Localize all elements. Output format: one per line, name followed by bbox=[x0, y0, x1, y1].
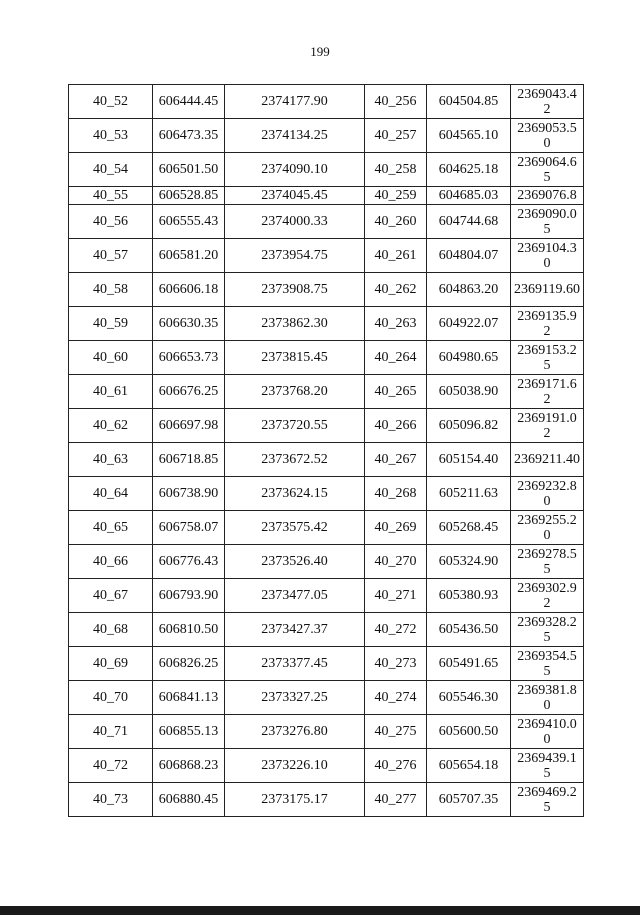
point-id-left: 40_70 bbox=[69, 681, 153, 715]
table-row bbox=[69, 205, 584, 239]
table-row bbox=[69, 647, 584, 681]
point-id-right: 40_260 bbox=[365, 205, 427, 239]
table-row bbox=[69, 545, 584, 579]
point-id-right: 40_259 bbox=[365, 187, 427, 205]
point-id-right: 40_267 bbox=[365, 443, 427, 477]
y-coordinate-left: 2373377.45 bbox=[225, 647, 365, 681]
table-row bbox=[69, 613, 584, 647]
point-id-left: 40_65 bbox=[69, 511, 153, 545]
y-coordinate-left: 2373720.55 bbox=[225, 409, 365, 443]
coordinates-table-body bbox=[69, 85, 584, 817]
y-coordinate-left: 2373815.45 bbox=[225, 341, 365, 375]
point-id-left: 40_62 bbox=[69, 409, 153, 443]
point-id-left: 40_53 bbox=[69, 119, 153, 153]
table-row bbox=[69, 681, 584, 715]
table-row bbox=[69, 783, 584, 817]
x-coordinate-right: 604504.85 bbox=[427, 85, 511, 119]
table-row bbox=[69, 409, 584, 443]
y-coordinate-right: 2369439.15 bbox=[511, 749, 584, 783]
table-row bbox=[69, 153, 584, 187]
y-coordinate-left: 2373226.10 bbox=[225, 749, 365, 783]
table-row bbox=[69, 187, 584, 205]
y-coordinate-right: 2369381.80 bbox=[511, 681, 584, 715]
x-coordinate-right: 604565.10 bbox=[427, 119, 511, 153]
y-coordinate-left: 2373327.25 bbox=[225, 681, 365, 715]
y-coordinate-left: 2373575.42 bbox=[225, 511, 365, 545]
table-row bbox=[69, 341, 584, 375]
point-id-right: 40_272 bbox=[365, 613, 427, 647]
table-row bbox=[69, 579, 584, 613]
y-coordinate-left: 2373526.40 bbox=[225, 545, 365, 579]
y-coordinate-left: 2374177.90 bbox=[225, 85, 365, 119]
point-id-left: 40_71 bbox=[69, 715, 153, 749]
table-row bbox=[69, 749, 584, 783]
y-coordinate-right: 2369076.8 bbox=[511, 187, 584, 205]
x-coordinate-right: 604685.03 bbox=[427, 187, 511, 205]
x-coordinate-right: 605096.82 bbox=[427, 409, 511, 443]
x-coordinate-right: 605324.90 bbox=[427, 545, 511, 579]
point-id-right: 40_271 bbox=[365, 579, 427, 613]
point-id-right: 40_261 bbox=[365, 239, 427, 273]
point-id-right: 40_270 bbox=[365, 545, 427, 579]
x-coordinate-right: 605268.45 bbox=[427, 511, 511, 545]
point-id-left: 40_52 bbox=[69, 85, 153, 119]
y-coordinate-left: 2374000.33 bbox=[225, 205, 365, 239]
y-coordinate-right: 2369302.92 bbox=[511, 579, 584, 613]
x-coordinate-right: 604744.68 bbox=[427, 205, 511, 239]
x-coordinate-right: 604804.07 bbox=[427, 239, 511, 273]
point-id-right: 40_266 bbox=[365, 409, 427, 443]
y-coordinate-right: 2369153.25 bbox=[511, 341, 584, 375]
point-id-left: 40_67 bbox=[69, 579, 153, 613]
table-row bbox=[69, 119, 584, 153]
y-coordinate-left: 2373908.75 bbox=[225, 273, 365, 307]
point-id-right: 40_268 bbox=[365, 477, 427, 511]
y-coordinate-left: 2373427.37 bbox=[225, 613, 365, 647]
x-coordinate-right: 604922.07 bbox=[427, 307, 511, 341]
point-id-right: 40_275 bbox=[365, 715, 427, 749]
table-row bbox=[69, 443, 584, 477]
x-coordinate-left: 606653.73 bbox=[153, 341, 225, 375]
y-coordinate-right: 2369255.20 bbox=[511, 511, 584, 545]
x-coordinate-left: 606776.43 bbox=[153, 545, 225, 579]
table-row bbox=[69, 511, 584, 545]
x-coordinate-left: 606841.13 bbox=[153, 681, 225, 715]
point-id-right: 40_269 bbox=[365, 511, 427, 545]
y-coordinate-right: 2369469.25 bbox=[511, 783, 584, 817]
x-coordinate-left: 606581.20 bbox=[153, 239, 225, 273]
table-row bbox=[69, 273, 584, 307]
x-coordinate-right: 605546.30 bbox=[427, 681, 511, 715]
x-coordinate-right: 605436.50 bbox=[427, 613, 511, 647]
coordinates-table bbox=[68, 84, 584, 817]
x-coordinate-right: 605491.65 bbox=[427, 647, 511, 681]
point-id-left: 40_68 bbox=[69, 613, 153, 647]
y-coordinate-left: 2373862.30 bbox=[225, 307, 365, 341]
point-id-right: 40_264 bbox=[365, 341, 427, 375]
point-id-left: 40_57 bbox=[69, 239, 153, 273]
x-coordinate-left: 606676.25 bbox=[153, 375, 225, 409]
x-coordinate-left: 606606.18 bbox=[153, 273, 225, 307]
y-coordinate-right: 2369232.80 bbox=[511, 477, 584, 511]
y-coordinate-left: 2373624.15 bbox=[225, 477, 365, 511]
y-coordinate-left: 2374134.25 bbox=[225, 119, 365, 153]
y-coordinate-right: 2369119.60 bbox=[511, 273, 584, 307]
x-coordinate-right: 605154.40 bbox=[427, 443, 511, 477]
point-id-right: 40_274 bbox=[365, 681, 427, 715]
x-coordinate-left: 606826.25 bbox=[153, 647, 225, 681]
point-id-right: 40_276 bbox=[365, 749, 427, 783]
table-row bbox=[69, 239, 584, 273]
point-id-right: 40_256 bbox=[365, 85, 427, 119]
y-coordinate-right: 2369278.55 bbox=[511, 545, 584, 579]
point-id-left: 40_66 bbox=[69, 545, 153, 579]
x-coordinate-left: 606501.50 bbox=[153, 153, 225, 187]
point-id-right: 40_262 bbox=[365, 273, 427, 307]
table-row bbox=[69, 715, 584, 749]
x-coordinate-left: 606630.35 bbox=[153, 307, 225, 341]
point-id-left: 40_55 bbox=[69, 187, 153, 205]
point-id-right: 40_277 bbox=[365, 783, 427, 817]
point-id-right: 40_273 bbox=[365, 647, 427, 681]
table-row bbox=[69, 85, 584, 119]
point-id-left: 40_59 bbox=[69, 307, 153, 341]
y-coordinate-left: 2374090.10 bbox=[225, 153, 365, 187]
y-coordinate-right: 2369053.50 bbox=[511, 119, 584, 153]
point-id-left: 40_72 bbox=[69, 749, 153, 783]
point-id-left: 40_60 bbox=[69, 341, 153, 375]
point-id-left: 40_69 bbox=[69, 647, 153, 681]
point-id-right: 40_258 bbox=[365, 153, 427, 187]
x-coordinate-left: 606444.45 bbox=[153, 85, 225, 119]
y-coordinate-right: 2369064.65 bbox=[511, 153, 584, 187]
point-id-right: 40_257 bbox=[365, 119, 427, 153]
x-coordinate-right: 605211.63 bbox=[427, 477, 511, 511]
x-coordinate-left: 606718.85 bbox=[153, 443, 225, 477]
x-coordinate-left: 606793.90 bbox=[153, 579, 225, 613]
x-coordinate-left: 606738.90 bbox=[153, 477, 225, 511]
x-coordinate-left: 606758.07 bbox=[153, 511, 225, 545]
y-coordinate-right: 2369211.40 bbox=[511, 443, 584, 477]
y-coordinate-right: 2369090.05 bbox=[511, 205, 584, 239]
point-id-right: 40_265 bbox=[365, 375, 427, 409]
y-coordinate-right: 2369328.25 bbox=[511, 613, 584, 647]
y-coordinate-left: 2373276.80 bbox=[225, 715, 365, 749]
table-row bbox=[69, 477, 584, 511]
y-coordinate-left: 2373954.75 bbox=[225, 239, 365, 273]
table-row bbox=[69, 307, 584, 341]
page-number: 199 bbox=[310, 44, 330, 59]
point-id-left: 40_58 bbox=[69, 273, 153, 307]
x-coordinate-right: 605654.18 bbox=[427, 749, 511, 783]
point-id-left: 40_54 bbox=[69, 153, 153, 187]
y-coordinate-left: 2374045.45 bbox=[225, 187, 365, 205]
y-coordinate-right: 2369104.30 bbox=[511, 239, 584, 273]
x-coordinate-right: 604863.20 bbox=[427, 273, 511, 307]
point-id-left: 40_64 bbox=[69, 477, 153, 511]
point-id-right: 40_263 bbox=[365, 307, 427, 341]
x-coordinate-left: 606810.50 bbox=[153, 613, 225, 647]
x-coordinate-right: 604625.18 bbox=[427, 153, 511, 187]
x-coordinate-left: 606473.35 bbox=[153, 119, 225, 153]
y-coordinate-right: 2369171.62 bbox=[511, 375, 584, 409]
x-coordinate-right: 604980.65 bbox=[427, 341, 511, 375]
point-id-left: 40_63 bbox=[69, 443, 153, 477]
y-coordinate-right: 2369191.02 bbox=[511, 409, 584, 443]
y-coordinate-left: 2373768.20 bbox=[225, 375, 365, 409]
x-coordinate-left: 606528.85 bbox=[153, 187, 225, 205]
y-coordinate-right: 2369043.42 bbox=[511, 85, 584, 119]
y-coordinate-right: 2369135.92 bbox=[511, 307, 584, 341]
x-coordinate-right: 605038.90 bbox=[427, 375, 511, 409]
x-coordinate-left: 606855.13 bbox=[153, 715, 225, 749]
scan-edge-bar bbox=[0, 906, 640, 915]
x-coordinate-left: 606697.98 bbox=[153, 409, 225, 443]
point-id-left: 40_73 bbox=[69, 783, 153, 817]
point-id-left: 40_61 bbox=[69, 375, 153, 409]
point-id-left: 40_56 bbox=[69, 205, 153, 239]
y-coordinate-left: 2373175.17 bbox=[225, 783, 365, 817]
y-coordinate-left: 2373672.52 bbox=[225, 443, 365, 477]
table-row bbox=[69, 375, 584, 409]
x-coordinate-right: 605380.93 bbox=[427, 579, 511, 613]
x-coordinate-left: 606880.45 bbox=[153, 783, 225, 817]
x-coordinate-left: 606868.23 bbox=[153, 749, 225, 783]
y-coordinate-left: 2373477.05 bbox=[225, 579, 365, 613]
y-coordinate-right: 2369354.55 bbox=[511, 647, 584, 681]
y-coordinate-right: 2369410.00 bbox=[511, 715, 584, 749]
x-coordinate-right: 605600.50 bbox=[427, 715, 511, 749]
x-coordinate-right: 605707.35 bbox=[427, 783, 511, 817]
x-coordinate-left: 606555.43 bbox=[153, 205, 225, 239]
